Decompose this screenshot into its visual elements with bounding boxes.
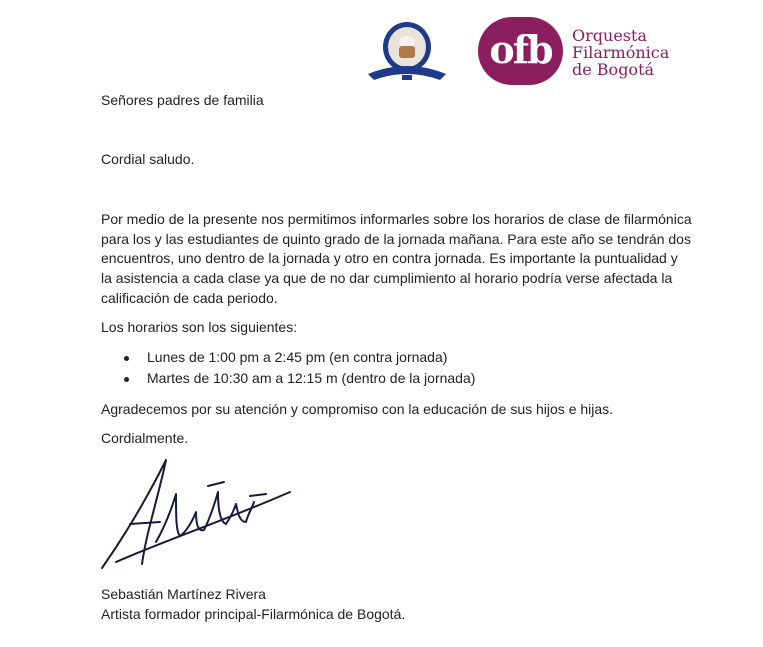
bullet-icon: [124, 356, 129, 361]
schedule-item: Lunes de 1:00 pm a 2:45 pm (en contra jornada): [147, 349, 448, 365]
org-name-line: de Bogotá: [572, 60, 655, 79]
list-item: [124, 368, 475, 388]
signer-title: Artista formador principal-Filarmónica de Bogotá.: [101, 606, 406, 622]
schedule-intro: Los horarios son los siguientes:: [101, 319, 298, 335]
greeting: Cordial saludo.: [101, 151, 195, 167]
signer-name: Sebastián Martínez Rivera: [101, 586, 266, 602]
org-name-line: Orquesta: [572, 26, 647, 45]
bullet-icon: [124, 377, 129, 382]
ofb-logo: [478, 17, 563, 85]
ofb-logo-text: ofb: [489, 27, 552, 72]
school-crest-icon: [366, 20, 448, 86]
list-item: [124, 347, 447, 367]
closing: Cordialmente.: [101, 430, 189, 446]
body-line: calificación de cada periodo.: [101, 290, 278, 306]
body-line: Por medio de la presente nos permitimos informarles sobre los horarios de clase de filarmónica: [101, 211, 692, 227]
body-line: para los y las estudiantes de quinto grado de la jornada mañana. Para este año se tendrán dos: [101, 231, 691, 247]
thanks: Agradecemos por su atención y compromiso con la educación de sus hijos e hijas.: [101, 401, 614, 417]
org-name: [572, 27, 722, 78]
body-line: encuentros, uno dentro de la jornada y otro en contra jornada. Es importante la puntualidad y: [101, 250, 678, 266]
schedule-item: Martes de 10:30 am a 12:15 m (dentro de la jornada): [147, 370, 476, 386]
salutation: Señores padres de familia: [101, 92, 264, 108]
org-name-line: Filarmónica: [572, 43, 670, 62]
body-line: la asistencia a cada clase ya que de no dar cumplimiento al horario podría verse afectada la: [101, 270, 673, 286]
signature: [96, 452, 296, 574]
